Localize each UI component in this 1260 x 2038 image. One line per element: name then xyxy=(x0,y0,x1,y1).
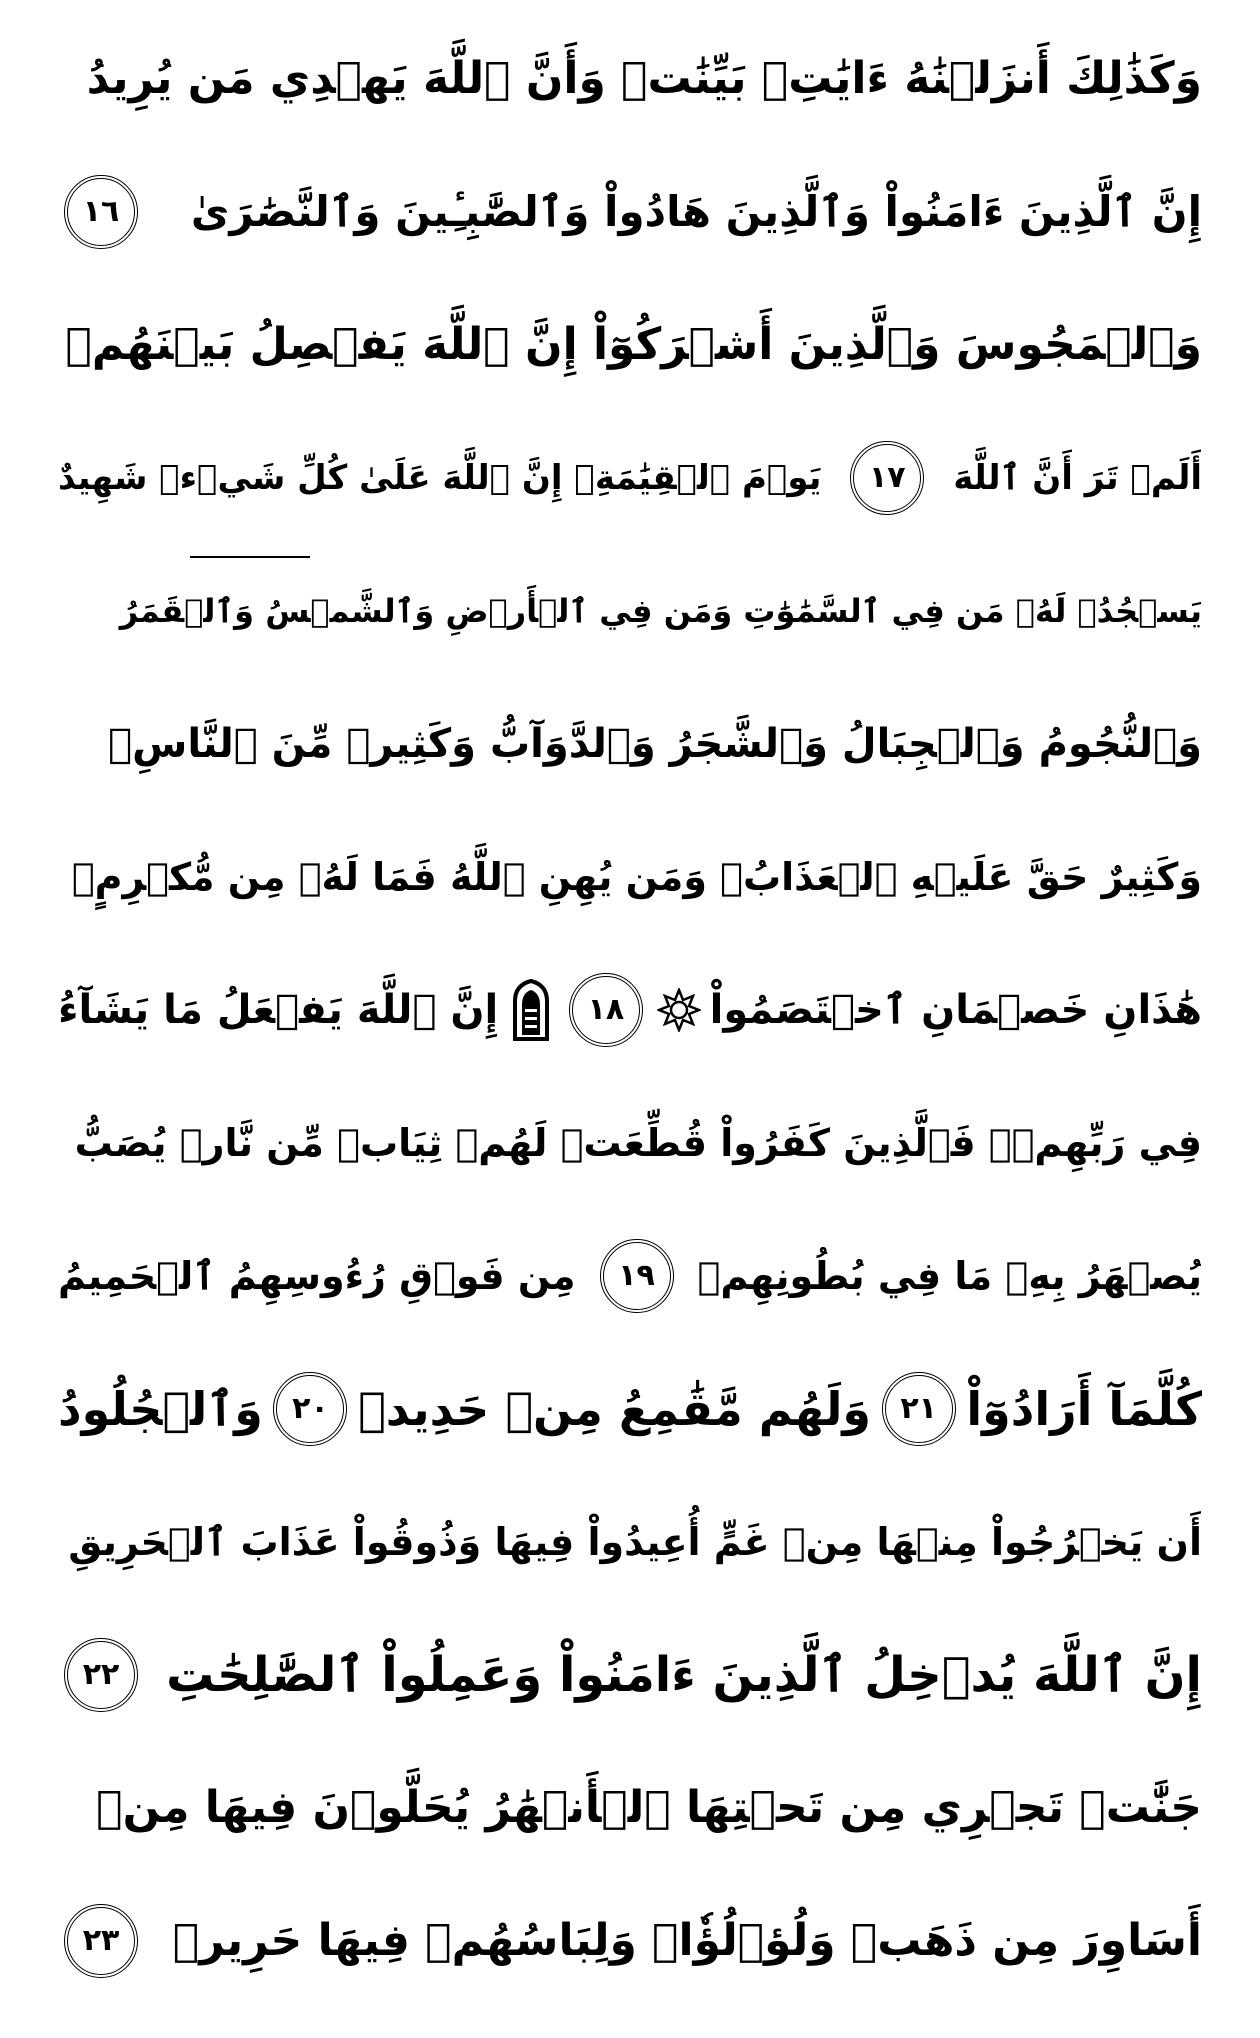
ayah-number-marker: ١٧ xyxy=(850,441,924,515)
text-line-13 xyxy=(58,1608,1202,1741)
text-line-3 xyxy=(58,278,1202,411)
line-text: هَٰذَانِ خَصۡمَانِ ٱخۡتَصَمُواْ xyxy=(709,986,1202,1033)
text-line-4 xyxy=(58,411,1202,544)
ayah-number-marker: ٢١ xyxy=(882,1372,956,1446)
text-line-10 xyxy=(58,1209,1202,1342)
line-text-before-marker: وَٱلۡجُلُودُ xyxy=(58,1381,263,1436)
ayah-number-marker: ٢٣ xyxy=(64,1904,138,1978)
line-text: يُصۡهَرُ بِهِۦ مَا فِي بُطُونِهِمۡ xyxy=(697,1253,1202,1298)
ayah-number-marker: ٢٢ xyxy=(64,1638,138,1712)
line-text: أَلَمۡ تَرَ أَنَّ ٱللَّهَ xyxy=(953,458,1202,498)
line-text-middle: وَلَهُم مَّقَٰمِعُ مِنۡ حَدِيدٖ xyxy=(358,1381,872,1436)
line-text-before-marker: أَسَاوِرَ مِن ذَهَبٖ وَلُؤۡلُؤٗاۖ وَلِبَاسُهُمۡ فِيهَا حَرِيرٞ xyxy=(172,1915,1202,1966)
sajda-overline xyxy=(190,556,310,558)
text-line-15 xyxy=(58,1874,1202,2007)
hizb-star-icon xyxy=(657,988,701,1032)
line-text: إِنَّ ٱلَّذِينَ ءَامَنُواْ وَٱلَّذِينَ هَادُواْ وَٱلصَّٰبِـِٔينَ وَٱلنَّصَٰرَىٰ xyxy=(190,187,1202,236)
line-text: جَنَّٰتٖ تَجۡرِي مِن تَحۡتِهَا ٱلۡأَنۡهَٰرُ يُحَلَّوۡنَ فِيهَا مِنۡ xyxy=(96,1782,1202,1833)
line-text: أَن يَخۡرُجُواْ مِنۡهَا مِنۡ غَمٍّ أُعِيدُواْ فِيهَا وَذُوقُواْ عَذَابَ ٱلۡحَرِيقِ xyxy=(68,1519,1202,1564)
line-text: كُلَّمَآ أَرَادُوٓاْ xyxy=(966,1381,1202,1436)
text-line-11 xyxy=(58,1342,1202,1475)
text-line-1 xyxy=(58,12,1202,145)
line-text: وَكَثِيرٌ حَقَّ عَلَيۡهِ ٱلۡعَذَابُۗ وَمَن يُهِنِ ٱللَّهُ فَمَا لَهُۥ مِن مُّكۡرِمٍۚ xyxy=(71,854,1202,899)
line-text: وَكَذَٰلِكَ أَنزَلۡنَٰهُ ءَايَٰتِۭ بَيِّنَٰتٖ وَأَنَّ ٱللَّهَ يَهۡدِي مَن يُرِيدُ xyxy=(86,53,1202,104)
sajda-mihrab-icon xyxy=(505,975,557,1045)
line-text-before-marker: مِن فَوۡقِ رُءُوسِهِمُ ٱلۡحَمِيمُ xyxy=(58,1253,576,1298)
ayah-number-marker: ١٦ xyxy=(64,175,138,249)
line-text: فِي رَبِّهِمۡۖ فَٱلَّذِينَ كَفَرُواْ قُطِّعَتۡ لَهُمۡ ثِيَابٞ مِّن نَّارٖ يُصَبُّ xyxy=(74,1120,1202,1165)
line-text-before-marker: إِنَّ ٱللَّهَ يَفۡعَلُ مَا يَشَآءُ xyxy=(58,986,499,1033)
line-text-before-marker: يَوۡمَ ٱلۡقِيَٰمَةِۚ إِنَّ ٱللَّهَ عَلَىٰ كُلِّ شَيۡءٖ شَهِيدٌ xyxy=(58,457,822,498)
text-line-9 xyxy=(58,1076,1202,1209)
line-text: وَٱلنُّجُومُ وَٱلۡجِبَالُ وَٱلشَّجَرُ وَٱلدَّوَآبُّ وَكَثِيرٞ مِّنَ ٱلنَّاسِۖ xyxy=(108,720,1202,767)
line-text: يَسۡجُدُۤ لَهُۥ مَن فِي ٱلسَّمَٰوَٰتِ وَمَن فِي ٱلۡأَرۡضِ وَٱلشَّمۡسُ وَٱلۡقَمَرُ xyxy=(119,591,1202,630)
ayah-number-marker: ١٩ xyxy=(600,1239,674,1313)
ayah-number-marker: ١٨ xyxy=(569,973,643,1047)
text-line-5 xyxy=(58,544,1202,677)
text-line-14 xyxy=(58,1741,1202,1874)
text-line-2 xyxy=(58,145,1202,278)
verse-lines xyxy=(58,12,1202,2007)
line-text: وَٱلۡمَجُوسَ وَٱلَّذِينَ أَشۡرَكُوٓاْ إِنَّ ٱللَّهَ يَفۡصِلُ بَيۡنَهُمۡ xyxy=(65,319,1202,370)
line-text: إِنَّ ٱللَّهَ يُدۡخِلُ ٱلَّذِينَ ءَامَنُواْ وَعَمِلُواْ ٱلصَّٰلِحَٰتِ xyxy=(166,1646,1202,1703)
text-line-12 xyxy=(58,1475,1202,1608)
text-line-8 xyxy=(58,943,1202,1076)
text-line-6 xyxy=(58,677,1202,810)
text-line-7 xyxy=(58,810,1202,943)
ayah-number-marker: ٢٠ xyxy=(273,1372,347,1446)
